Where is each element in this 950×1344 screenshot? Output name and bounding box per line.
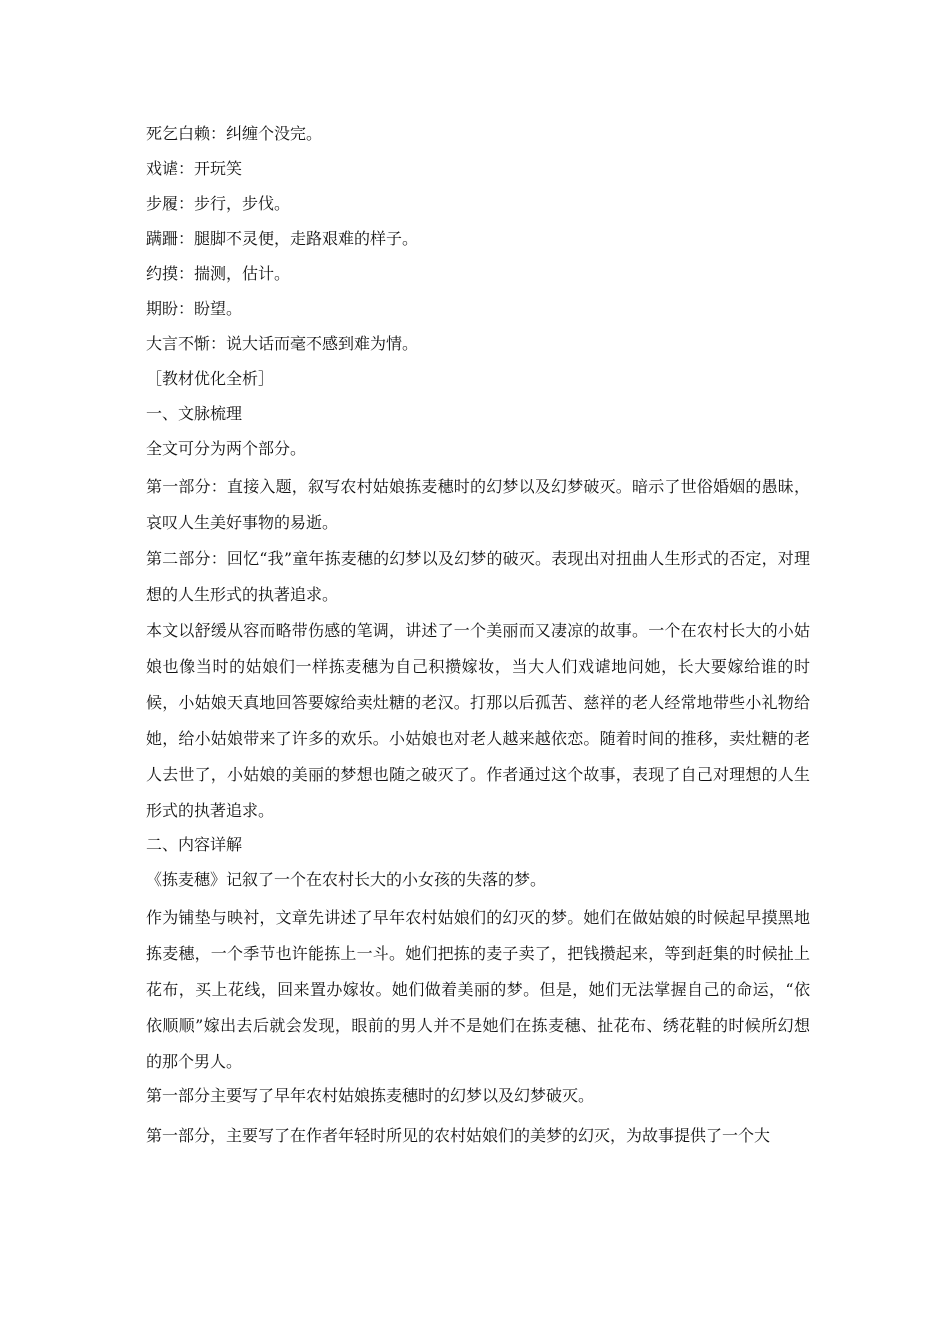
glossary-entry: 死乞白赖：纠缠个没完。 bbox=[146, 124, 323, 143]
glossary-meaning: 说大话而毫不感到难为情。 bbox=[226, 334, 419, 353]
summary-paragraph: 本文以舒缓从容而略带伤感的笔调，讲述了一个美丽而又凄凉的故事。一个在农村长大的小姑娘也像当时的姑娘们一样拣麦穗为自己积攒嫁妆，当大人们戏谑地问她，长大要嫁给谁的时候，小姑娘天真地回答要嫁给卖灶糖的老汉。打那以后孤苦、慈祥的老人经常地带些小礼物给她，给小姑娘带来了许多的欢乐。小姑娘也对老人越来越依恋。随着时间的推移，卖灶糖的老人去世了，小姑娘的美丽的梦想也随之破灭了。作者通过这个故事，表现了自己对理想的人生形式的执著追求。 bbox=[146, 621, 810, 820]
glossary-term: 死乞白赖 bbox=[146, 124, 211, 143]
document-body bbox=[146, 124, 810, 1154]
glossary-term: 蹒跚 bbox=[146, 229, 179, 248]
first-part-continuation: 第一部分，主要写了在作者年轻时所见的农村姑娘们的美梦的幻灭，为故事提供了一个大 bbox=[146, 1126, 771, 1145]
glossary-meaning: 纠缠个没完。 bbox=[226, 124, 323, 143]
glossary-entry: 大言不惭：说大话而毫不感到难为情。 bbox=[146, 334, 419, 353]
glossary-meaning: 步行，步伐。 bbox=[194, 194, 291, 213]
part2-intro: 《拣麦穗》记叙了一个在农村长大的小女孩的失落的梦。 bbox=[146, 870, 547, 889]
part1-heading: 一、文脉梳理 bbox=[146, 404, 243, 423]
glossary-entry: 戏谑：开玩笑 bbox=[146, 159, 243, 178]
first-part-paragraph: 第一部分：直接入题，叙写农村姑娘拣麦穗时的幻梦以及幻梦破灭。暗示了世俗婚姻的愚昧，哀叹人生美好事物的易逝。 bbox=[146, 477, 810, 532]
glossary-meaning: 盼望。 bbox=[194, 299, 243, 318]
glossary-entry: 蹒跚：腿脚不灵便，走路艰难的样子。 bbox=[146, 229, 419, 248]
glossary-term: 戏谑 bbox=[146, 159, 179, 178]
part1-intro: 全文可分为两个部分。 bbox=[146, 439, 307, 458]
glossary-meaning: 揣测，估计。 bbox=[194, 264, 291, 283]
glossary-meaning: 开玩笑 bbox=[194, 159, 243, 178]
second-part-paragraph: 第二部分：回忆“我”童年拣麦穗的幻梦以及幻梦的破灭。表现出对扭曲人生形式的否定，对理想的人生形式的执著追求。 bbox=[146, 549, 810, 604]
first-part-summary-line: 第一部分主要写了早年农村姑娘拣麦穗时的幻梦以及幻梦破灭。 bbox=[146, 1086, 595, 1105]
glossary-meaning: 腿脚不灵便，走路艰难的样子。 bbox=[194, 229, 419, 248]
part2-heading: 二、内容详解 bbox=[146, 835, 243, 854]
detail-paragraph: 作为铺垫与映衬，文章先讲述了早年农村姑娘们的幻灭的梦。她们在做姑娘的时候起早摸黑地拣麦穗，一个季节也许能拣上一斗。她们把拣的麦子卖了，把钱攒起来，等到赶集的时候扯上花布，买上花线，回来置办嫁妆。她们做着美丽的梦。但是，她们无法掌握自己的命运，“依依顺顺”嫁出去后就会发现，眼前的男人并不是她们在拣麦穗、扯花布、绣花鞋的时候所幻想的那个男人。 bbox=[146, 908, 810, 1071]
glossary bbox=[146, 124, 810, 369]
section-header: ［教材优化全析］ bbox=[146, 369, 275, 388]
glossary-term: 约摸 bbox=[146, 264, 179, 283]
glossary-entry: 期盼：盼望。 bbox=[146, 299, 243, 318]
glossary-entry: 步履：步行，步伐。 bbox=[146, 194, 291, 213]
glossary-term: 步履 bbox=[146, 194, 179, 213]
glossary-term: 期盼 bbox=[146, 299, 179, 318]
glossary-term: 大言不惭 bbox=[146, 334, 211, 353]
glossary-entry: 约摸：揣测，估计。 bbox=[146, 264, 291, 283]
